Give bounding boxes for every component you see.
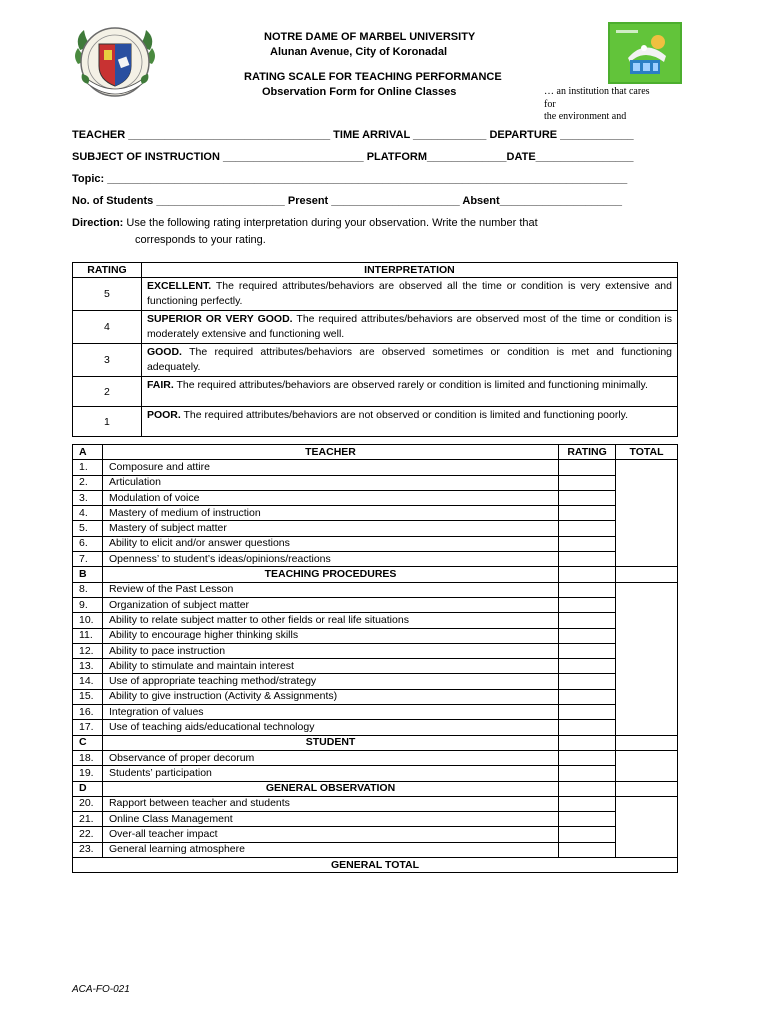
item-number: 17.	[73, 720, 103, 735]
item-label: Use of appropriate teaching method/strategy	[102, 674, 558, 689]
item-number: 15.	[73, 689, 103, 704]
interpretation-text: The required attributes/behaviors are observed rarely or condition is limited and functioning minimally.	[176, 379, 648, 391]
item-number: 23.	[73, 842, 103, 857]
section-header-blank	[559, 781, 616, 796]
section-header-blank	[559, 735, 616, 750]
rating-value: 3	[73, 344, 142, 377]
direction-body: Use the following rating interpretation during your observation. Write the number that	[126, 217, 538, 229]
direction-text-2: corresponds to your rating.	[135, 234, 266, 246]
university-address: Alunan Avenue, City of Koronadal	[270, 46, 448, 58]
university-name: NOTRE DAME OF MARBEL UNIVERSITY	[264, 31, 476, 43]
interpretation-text: The required attributes/behaviors are observed all the time or condition is very extensive and functioning perfectly.	[146, 280, 672, 307]
item-number: 4.	[73, 506, 103, 521]
rating-input-cell[interactable]	[559, 536, 616, 551]
rating-input-cell[interactable]	[559, 705, 616, 720]
subject-platform-date-field-line: SUBJECT OF INSTRUCTION _______________________ PLATFORM_____________DATE________________	[72, 151, 634, 163]
students-field-line: No. of Students _____________________ Present _____________________ Absent____________________	[72, 195, 623, 207]
rating-input-cell[interactable]	[559, 490, 616, 505]
rating-input-cell[interactable]	[559, 643, 616, 658]
item-label: Students’ participation	[102, 766, 558, 781]
topic-field-line: Topic: _____________________________________________________________________________________	[72, 173, 628, 185]
item-number: 6.	[73, 536, 103, 551]
environment-logo	[608, 22, 682, 84]
item-label: Ability to encourage higher thinking skills	[102, 628, 558, 643]
item-number: 3.	[73, 490, 103, 505]
section-header-blank	[559, 567, 616, 582]
item-number: 5.	[73, 521, 103, 536]
rating-input-cell[interactable]	[559, 628, 616, 643]
section-header-blank	[616, 735, 678, 750]
interpretation-text: The required attributes/behaviors are not observed or condition is limited and functioning poorly.	[183, 409, 629, 421]
university-seal-logo	[72, 20, 158, 104]
section-d-letter: D	[73, 781, 103, 796]
interpretation-cell	[141, 344, 677, 377]
item-label: Mastery of subject matter	[102, 521, 558, 536]
item-label: Online Class Management	[102, 812, 558, 827]
criteria-table	[72, 444, 678, 873]
item-label: Integration of values	[102, 705, 558, 720]
item-number: 16.	[73, 705, 103, 720]
interpretation-lead: FAIR.	[146, 379, 174, 391]
item-number: 19.	[73, 766, 103, 781]
rating-input-cell[interactable]	[559, 506, 616, 521]
item-label: Ability to elicit and/or answer questions	[102, 536, 558, 551]
rating-input-cell[interactable]	[559, 597, 616, 612]
section-c-title: STUDENT	[102, 735, 558, 750]
item-number: 1.	[73, 460, 103, 475]
item-number: 22.	[73, 827, 103, 842]
general-total-row	[73, 858, 678, 873]
interpretation-column-header: INTERPRETATION	[141, 263, 677, 278]
form-code: ACA-FO-021	[72, 984, 130, 995]
section-a-letter: A	[73, 445, 103, 460]
section-c-letter: C	[73, 735, 103, 750]
rating-input-cell[interactable]	[559, 812, 616, 827]
rating-input-cell[interactable]	[559, 766, 616, 781]
interpretation-cell	[141, 407, 677, 437]
rating-interpretation-table	[72, 262, 678, 437]
rating-column-header: RATING	[73, 263, 142, 278]
rating-input-cell[interactable]	[559, 613, 616, 628]
item-number: 11.	[73, 628, 103, 643]
section-c-total-cell[interactable]	[616, 750, 678, 781]
section-b-total-cell[interactable]	[616, 582, 678, 735]
item-label: General learning atmosphere	[102, 842, 558, 857]
item-label: Rapport between teacher and students	[102, 796, 558, 811]
section-a-total-cell[interactable]	[616, 460, 678, 567]
item-label: Modulation of voice	[102, 490, 558, 505]
interpretation-text: The required attributes/behaviors are observed sometimes or condition is met and functioning adequately.	[146, 346, 672, 373]
item-label: Observance of proper decorum	[102, 750, 558, 765]
item-label: Ability to stimulate and maintain interest	[102, 659, 558, 674]
tagline-line-3: the environment and	[544, 111, 627, 122]
interpretation-lead: SUPERIOR OR VERY GOOD.	[146, 313, 293, 325]
tagline-line-2: for	[544, 99, 556, 110]
section-header-blank	[616, 567, 678, 582]
rating-value: 1	[73, 407, 142, 437]
item-number: 10.	[73, 613, 103, 628]
rating-value: 5	[73, 278, 142, 311]
rating-input-cell[interactable]	[559, 552, 616, 567]
rating-input-cell[interactable]	[559, 796, 616, 811]
item-label: Ability to pace instruction	[102, 643, 558, 658]
item-number: 9.	[73, 597, 103, 612]
item-number: 7.	[73, 552, 103, 567]
item-label: Ability to relate subject matter to other fields or real life situations	[102, 613, 558, 628]
section-d-total-cell[interactable]	[616, 796, 678, 857]
interpretation-text: The required attributes/behaviors are observed most of the time or condition is moderately extensive and functioning well.	[146, 313, 672, 340]
item-label: Organization of subject matter	[102, 597, 558, 612]
rating-input-cell[interactable]	[559, 521, 616, 536]
direction-label: Direction:	[72, 217, 124, 229]
rating-input-cell[interactable]	[559, 750, 616, 765]
rating-input-cell[interactable]	[559, 827, 616, 842]
item-number: 14.	[73, 674, 103, 689]
rating-input-cell[interactable]	[559, 659, 616, 674]
interpretation-lead: POOR.	[146, 409, 181, 421]
item-label: Composure and attire	[102, 460, 558, 475]
rating-value: 4	[73, 311, 142, 344]
interpretation-cell	[141, 311, 677, 344]
section-d-title: GENERAL OBSERVATION	[102, 781, 558, 796]
rating-input-cell[interactable]	[559, 582, 616, 597]
teacher-column-header: TEACHER	[102, 445, 558, 460]
interpretation-lead: EXCELLENT.	[146, 280, 212, 292]
item-number: 8.	[73, 582, 103, 597]
interpretation-lead: GOOD.	[146, 346, 182, 358]
interpretation-cell	[141, 278, 677, 311]
item-label: Openness’ to student’s ideas/opinions/reactions	[102, 552, 558, 567]
direction-text-1	[72, 217, 538, 229]
rating-input-cell[interactable]	[559, 475, 616, 490]
item-label: Use of teaching aids/educational technology	[102, 720, 558, 735]
rating-input-cell[interactable]	[559, 674, 616, 689]
item-label: Over-all teacher impact	[102, 827, 558, 842]
item-label: Review of the Past Lesson	[102, 582, 558, 597]
item-label: Mastery of medium of instruction	[102, 506, 558, 521]
section-header-blank	[616, 781, 678, 796]
item-number: 21.	[73, 812, 103, 827]
form-subtitle: Observation Form for Online Classes	[262, 86, 457, 98]
teacher-time-field-line: TEACHER _________________________________ TIME ARRIVAL ____________ DEPARTURE ____________	[72, 129, 634, 141]
item-number: 20.	[73, 796, 103, 811]
item-number: 2.	[73, 475, 103, 490]
item-number: 13.	[73, 659, 103, 674]
rating-value: 2	[73, 377, 142, 407]
rating-input-cell[interactable]	[559, 842, 616, 857]
rating-input-cell[interactable]	[559, 460, 616, 475]
interpretation-cell	[141, 377, 677, 407]
item-label: Articulation	[102, 475, 558, 490]
total-column-header: TOTAL	[616, 445, 678, 460]
section-b-letter: B	[73, 567, 103, 582]
tagline-line-1: … an institution that cares	[544, 86, 650, 97]
item-number: 12.	[73, 643, 103, 658]
form-title: RATING SCALE FOR TEACHING PERFORMANCE	[244, 71, 502, 83]
general-total-label: GENERAL TOTAL	[330, 858, 420, 871]
item-number: 18.	[73, 750, 103, 765]
item-label: Ability to give instruction (Activity & Assignments)	[102, 689, 558, 704]
rating-input-cell[interactable]	[559, 720, 616, 735]
section-b-title: TEACHING PROCEDURES	[102, 567, 558, 582]
rating-input-cell[interactable]	[559, 689, 616, 704]
rating-column-header: RATING	[559, 445, 616, 460]
